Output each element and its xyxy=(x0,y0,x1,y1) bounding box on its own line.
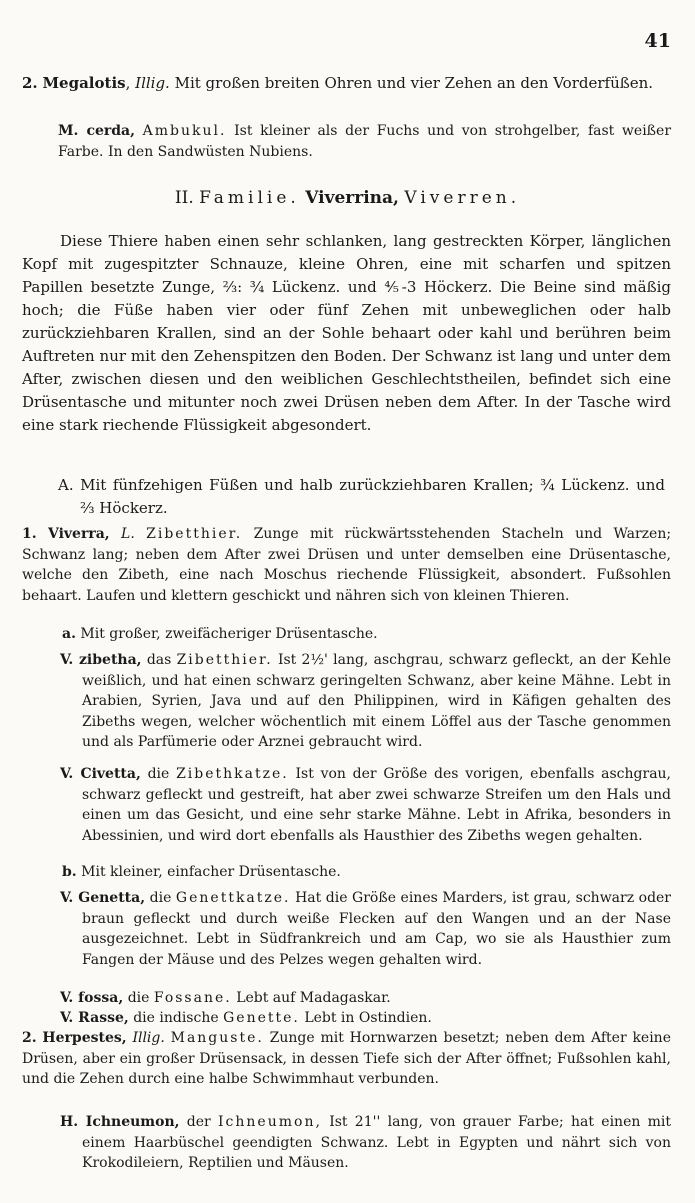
species-rasse xyxy=(60,1008,671,1029)
species-common-name: Ambukul. xyxy=(142,123,227,139)
genus-megalotis: 2. Megalotis, Illig. Mit großen breiten Ohren und vier Zehen an den Vorderfüßen. xyxy=(22,74,654,92)
genus-common-name: Zibetthier. xyxy=(146,526,243,542)
species-zibetha xyxy=(60,650,671,753)
genus-description: Zunge mit rückwärtsstehenden Stacheln und Warzen; Schwanz lang; neben dem After zwei Drüsen und unter demselben eine Drüsentasche, welche den Zibeth, eine nach Moschus riechende Flüssigkeit, absondert. Fußsohlen behaart. Laufen und klettern geschickt und nähren sich von kleinen Thieren. xyxy=(22,526,672,604)
subsection-b xyxy=(62,862,671,883)
section-text: Mit fünfzehigen Füßen und halb zurückziehbaren Krallen; ¾ Lückenz. und ⅔ Höckerz. xyxy=(80,476,665,517)
genus-common-name: Manguste. xyxy=(170,1030,264,1046)
species-common-name: Ichneumon, xyxy=(218,1114,322,1130)
genus-name: Megalotis xyxy=(42,74,126,92)
species-civetta xyxy=(60,764,671,846)
species-article: die xyxy=(127,990,150,1006)
species-fossa xyxy=(60,988,671,1009)
species-name: V. Civetta, xyxy=(60,766,141,782)
species-article: der xyxy=(186,1114,211,1130)
subsection-text: Mit großer, zweifächeriger Drüsentasche. xyxy=(80,626,378,642)
species-article: die indische xyxy=(133,1010,219,1026)
species-description: Ist von der Größe des vorigen, ebenfalls aschgrau, schwarz gefleckt und gestreift, hat aber zwei schwarze Streifen um den Hals und einen um das Gesicht, und eine sehr starke Mähne. Lebt in Afrika, besonders in Abessinien, und wird dort ebenfalls als Hausthier des Zibeths wegen gehalten. xyxy=(82,766,672,844)
species-name: V. zibetha, xyxy=(60,652,142,668)
species-common-name: Genettkatze. xyxy=(175,890,291,906)
subsection-text: Mit kleiner, einfacher Drüsentasche. xyxy=(81,864,341,880)
genus-number: 2. xyxy=(22,1030,37,1046)
genus-author: Illig. xyxy=(135,74,170,92)
species-name: V. Rasse, xyxy=(60,1010,129,1026)
family-description: Diese Thiere haben einen sehr schlanken, lang gestreckten Körper, länglichen Kopf mit zugespitzter Schnauze, kleine Ohren, eine mit scharfen und spitzen Papillen besetzte Zunge, ⅔: ¾ Lückenz. und ⅘-3 Höckerz. Die Beine sind mäßig hoch; die Füße haben vier oder fünf Zehen mit unbeweglichen oder halb zurückziehbaren Krallen, sind an der Sohle behaart oder kahl und berühren beim Auftreten nur mit den Zehenspitzen den Boden. Der Schwanz ist lang und unter dem After, zwischen diesen und den weiblichen Geschlechtstheilen, befindet sich eine Drüsentasche und mitunter noch zwei Drüsen neben dem After. In der Tasche wird eine stark riechende Flüssigkeit abgesondert. xyxy=(22,232,671,434)
page-number: 41 xyxy=(644,30,671,52)
species-name: V. fossa, xyxy=(60,990,124,1006)
species-common-name: Genette. xyxy=(223,1010,300,1026)
subsection-label: a. xyxy=(62,626,76,642)
species-article: die xyxy=(147,766,170,782)
species-name: M. cerda, xyxy=(58,123,135,139)
species-ichneumon xyxy=(60,1112,671,1174)
genus-herpestes xyxy=(22,1028,671,1090)
subsection-a xyxy=(62,624,671,645)
section-label: A. xyxy=(58,476,74,494)
species-common-name: Zibetthier. xyxy=(176,652,273,668)
species-article: das xyxy=(146,652,172,668)
species-common-name: Zibethkatze. xyxy=(176,766,289,782)
species-description: Ist kleiner als der Fuchs und von strohgelber, fast weißer Farbe. In den Sandwüsten Nubiens. xyxy=(58,123,672,160)
species-common-name: Fossane. xyxy=(153,990,232,1006)
species-description: Lebt auf Madagaskar. xyxy=(236,990,391,1006)
species-genetta xyxy=(60,888,671,970)
genus-author: Illig. xyxy=(132,1030,165,1046)
family-word: Familie. xyxy=(199,188,300,208)
genus-number: 2. xyxy=(22,74,38,92)
species-description: Hat die Größe eines Marders, ist grau, schwarz oder braun gefleckt und durch weiße Flecken auf den Wangen und an der Nase ausgezeichnet. Lebt in Südfrankreich und am Cap, wo sie als Hausthier zum Fangen der Mäuse und des Pelzes wegen gehalten wird. xyxy=(82,890,672,968)
species-description: Lebt in Ostindien. xyxy=(304,1010,432,1026)
species-description: Ist 2½' lang, aschgrau, schwarz gefleckt, an der Kehle weißlich, und hat einen schwarz geringelten Schwanz, aber keine Mähne. Lebt in Arabien, Syrien, Java und auf den Philippinen, wird in Käfigen gehalten des Zibeths wegen, welcher wöchentlich mit einem Löffel aus der Tasche genommen und als Parfümerie oder Arznei gebraucht wird. xyxy=(82,652,671,750)
species-cerda xyxy=(58,121,671,162)
genus-name: Viverra, xyxy=(47,526,110,542)
species-description: Ist 21'' lang, von grauer Farbe; hat einen mit einem Haarbüschel geendigten Schwanz. Lebt in Egypten und nährt sich von Krokodileiern, Reptilien und Mäusen. xyxy=(82,1114,672,1171)
genus-description: Mit großen breiten Ohren und vier Zehen an den Vorderfüßen. xyxy=(174,74,654,92)
genus-name: Herpestes, xyxy=(42,1030,127,1046)
family-heading xyxy=(0,188,695,208)
species-name: H. Ichneumon, xyxy=(60,1114,180,1130)
family-roman: II. xyxy=(174,188,194,208)
genus-author: L. xyxy=(121,526,135,542)
genus-viverra xyxy=(22,524,671,606)
genus-description: Zunge mit Hornwarzen besetzt; neben dem After keine Drüsen, aber ein großer Drüsensack, in dessen Tiefe sich der After öffnet; Fußsohlen kahl, und die Zehen durch eine halbe Schwimmhaut verbunden. xyxy=(22,1030,671,1087)
subsection-label: b. xyxy=(62,864,77,880)
family-latin: Viverrina, xyxy=(305,188,399,208)
section-a xyxy=(58,474,665,520)
genus-number: 1. xyxy=(22,526,37,542)
species-name: V. Genetta, xyxy=(60,890,146,906)
family-german: Viverren. xyxy=(404,188,521,208)
species-article: die xyxy=(149,890,172,906)
